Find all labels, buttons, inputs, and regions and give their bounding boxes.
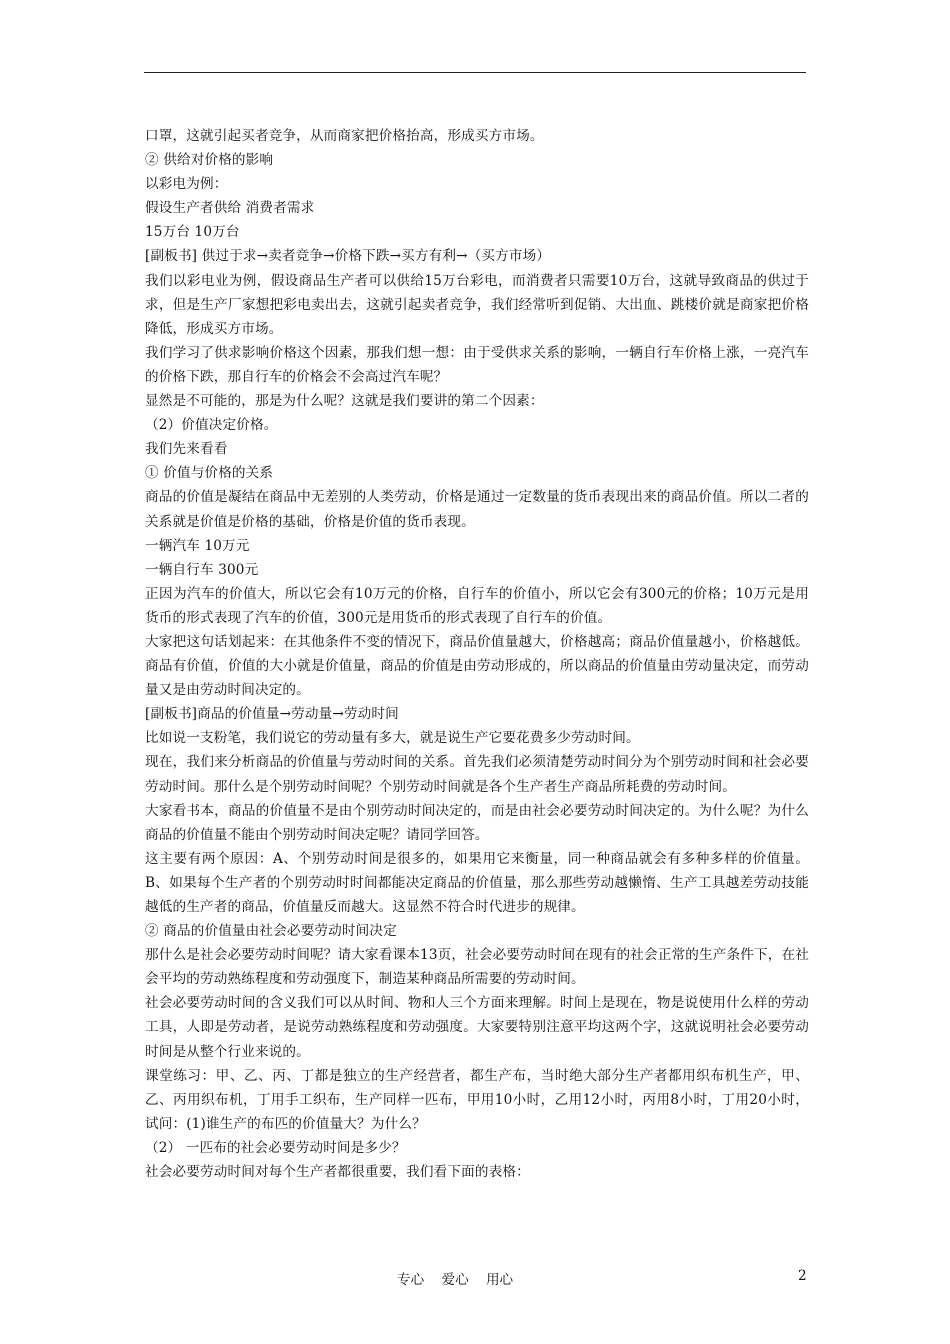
- paragraph: （2） 一匹布的社会必要劳动时间是多少？: [145, 1139, 406, 1156]
- paragraph: [副板书] 供过于求→卖者竞争→价格下跌→买方有利→（买方市场）: [145, 248, 551, 265]
- paragraph: 我们以彩电业为例，假设商品生产者可以供给15万台彩电，而消费者只需要10万台，这就导致商品的供过于求，但是生产厂家想把彩电卖出去，这就引起卖者竞争，我们经常听到促销、大出血、跳楼价就是商家把价格降低，形成买方市场。: [145, 272, 809, 337]
- document-body: [145, 124, 809, 1184]
- paragraph: 我们学习了供求影响价格这个因素，那我们想一想：由于受供求关系的影响，一辆自行车价格上涨，一亮汽车的价格下跌，那自行车的价格会不会高过汽车呢？: [145, 344, 809, 385]
- paragraph: ② 供给对价格的影响: [145, 152, 274, 169]
- header-rule: [144, 72, 806, 73]
- page-number: 2: [798, 1268, 807, 1284]
- page-footer: [0, 1268, 950, 1290]
- paragraph: 一辆自行车 300元: [145, 561, 259, 578]
- paragraph: 大家把这句话划起来：在其他条件不变的情况下，商品价值量越大，价格越高；商品价值量越小，价格越低。商品有价值，价值的大小就是价值量，商品的价值是由劳动形成的，所以商品的价值量由劳动量决定，而劳动量又是由劳动时间决定的。: [145, 633, 809, 699]
- paragraph: （2）价值决定价格。: [145, 417, 278, 434]
- footer-motto: 专心 爱心 用心: [397, 1272, 514, 1288]
- paragraph: 那什么是社会必要劳动时间呢？请大家看课本13页，社会必要劳动时间在现有的社会正常的生产条件下，在社会平均的劳动熟练程度和劳动强度下，制造某种商品所需要的劳动时间。: [145, 947, 809, 988]
- paragraph: 一辆汽车 10万元: [145, 537, 250, 554]
- paragraph: 比如说一支粉笔，我们说它的劳动量有多大，就是说生产它要花费多少劳动时间。: [145, 730, 640, 747]
- paragraph: 以彩电为例：: [145, 176, 228, 193]
- paragraph: 大家看书本，商品的价值量不是由个别劳动时间决定的，而是由社会必要劳动时间决定的。为什么呢？为什么商品的价值量不能由个别劳动时间决定呢？请同学回答。: [145, 802, 809, 843]
- paragraph: ② 商品的价值量由社会必要劳动时间决定: [145, 923, 397, 940]
- paragraph: 正因为汽车的价值大，所以它会有10万元的价格，自行车的价值小，所以它会有300元的价格；10万元是用货币的形式表现了汽车的价值，300元是用货币的形式表现了自行车的价值。: [145, 585, 809, 626]
- paragraph: 口罩，这就引起买者竞争，从而商家把价格抬高，形成买方市场。: [145, 128, 544, 144]
- paragraph: 课堂练习：甲、乙、丙、丁都是独立的生产经营者，都生产布，当时绝大部分生产者都用织布机生产，甲、乙、丙用织布机，丁用手工织布，生产同样一匹布，甲用10小时，乙用12小时，丙用8小时，丁用20小时，试问：(1)谁生产的布匹的价值量大？为什么？: [145, 1067, 809, 1132]
- paragraph: 社会必要劳动时间对每个生产者都很重要，我们看下面的表格：: [145, 1164, 530, 1181]
- paragraph: ① 价值与价格的关系: [145, 465, 274, 482]
- paragraph: 假设生产者供给 消费者需求: [145, 200, 315, 217]
- paragraph: 这主要有两个原因：A、个别劳动时间是很多的，如果用它来衡量，同一种商品就会有多种多样的价值量。B、如果每个生产者的个别劳动时时间都能决定商品的价值量，那么那些劳动越懒惰、生产工具越差劳动技能越低的生产者的商品，价值量反而越大。这显然不符合时代进步的规律。: [145, 850, 809, 915]
- paragraph: 我们先来看看: [145, 441, 228, 458]
- paragraph: 商品的价值是凝结在商品中无差别的人类劳动，价格是通过一定数量的货币表现出来的商品价值。所以二者的关系就是价值是价格的基础，价格是价值的货币表现。: [145, 489, 809, 530]
- paragraph: 15万台 10万台: [145, 224, 240, 241]
- paragraph: 显然是不可能的，那是为什么呢？这就是我们要讲的第二个因素：: [145, 393, 544, 410]
- paragraph: 现在，我们来分析商品的价值量与劳动时间的关系。首先我们必须清楚劳动时间分为个别劳动时间和社会必要劳动时间。那什么是个别劳动时间呢？个别劳动时间就是各个生产者生产商品所耗费的劳动时间。: [145, 754, 809, 795]
- paragraph: 社会必要劳动时间的含义我们可以从时间、物和人三个方面来理解。时间上是现在，物是说使用什么样的劳动工具，人即是劳动者，是说劳动熟练程度和劳动强度。大家要特别注意平均这两个字，这就说明社会必要劳动时间是从整个行业来说的。: [145, 995, 809, 1060]
- paragraph: [副板书]商品的价值量→劳动量→劳动时间: [145, 706, 399, 723]
